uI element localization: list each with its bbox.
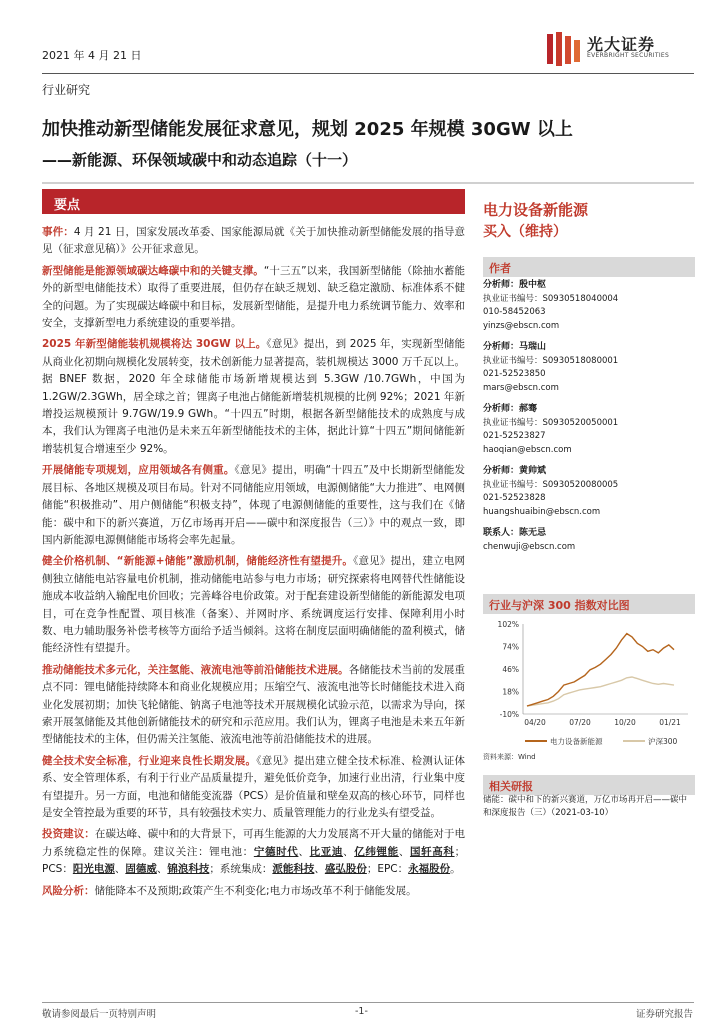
analyst-cert: 执业证书编号：S0930520080005 [483,479,619,490]
analyst-name: 分析师：郝骞 [483,404,538,414]
analyst-phone: 021-52523827 [483,431,546,441]
analyst-email[interactable]: huangshuaibin@ebscn.com [483,506,601,517]
report-date: 2021 年 4 月 21 日 [42,49,142,62]
paragraph: 2025 年新型储能装机规模将达 30GW 以上。《意见》提出，到 2025 年，实现新型储能从商业化初期向规模化发展转变，技术创新能力显著提高，装机规模达 3000 万千瓦以上。据 BNEF 数据，2020 年全球储能市场新增规模达到 5.3GW /10.7GWh，中国为 1.2GW/2.3GWh，居全球之首；锂离子电池占储能新增装机规模的比例 92%；2021 年新增投运规模预计 9.7GW/19.9 GWh。“十四五”时期，根据各新型储能技术的成熟度与成本，我们认为锂离子电池仍是未来五年新型储能技术的主体，据此计算“十四五”期间储能新增装机复合增速至少 92%。 [42,338,465,455]
x-tick-label: 07/20 [569,718,591,727]
y-tick-label: 18% [502,687,519,697]
paragraph: 新型储能是能源领域碳达峰碳中和的关键支撑。“十三五”以来，我国新型储能（除抽水蓄能外的新型电储能技术）取得了重要进展，但仍存在缺乏规划、缺乏稳定激励、标准体系不健全的问题。为了实现碳达峰碳中和目标，发展新型储能，是提升电力系统调节能力、效率和安全，支撑新型电力系统建设的重要举措。 [42,264,465,330]
paragraph: 健全价格机制、“新能源+储能”激励机制，储能经济性有望提升。《意见》提出，建立电网侧独立储能电站容量电价机制，推动储能电站参与电力市场；研究探索将电网替代性储能设施成本收益纳入输配电价回收；完善峰谷电价政策。对于配套建设新型储能的新能源发电项目，可在竞争性配置、项目核准（备案）、并网时序、系统调度运行安排、保障利用小时数、电力辅助服务补偿考核等方面给予适当倾斜。这将在制度层面明确储能的盈利模式，储能经济性有望提升。 [42,555,466,655]
analyst-phone: 010-58452063 [483,307,546,317]
y-tick-label: -10% [499,710,519,719]
series-line [527,634,674,706]
key-points-header: 要点 [42,189,465,214]
rating: 买入（维持） [483,224,567,240]
analyst-list [483,279,695,554]
stock-link[interactable]: 固德威 [125,863,157,876]
report-subtitle: ——新能源、环保领域碳中和动态追踪（十一） [42,151,358,169]
related-report[interactable]: 储能：碳中和下的新兴赛道，万亿市场再开启——碳中和深度报告（三）（2021-03-10） [483,795,688,818]
footer-type: 证券研究报告 [636,1009,694,1020]
risk-analysis: 风险分析：储能降本不及预期;政策产生不利变化;电力市场改革不利于储能发展。 [42,884,417,897]
x-tick-label: 04/20 [524,718,546,727]
industry-name: 电力设备新能源 [483,201,589,219]
stock-link[interactable]: 宁德时代 [253,845,299,858]
chart-canvas [483,614,695,764]
stock-link[interactable]: 永福股份 [408,863,451,876]
stock-link[interactable]: 锦浪科技 [167,863,210,876]
contact-email[interactable]: chenwuji@ebscn.com [483,541,576,552]
x-tick-label: 10/20 [614,718,636,727]
analyst-email[interactable]: mars@ebscn.com [483,382,559,393]
logo-en: EVERBRIGHT SECURITIES [587,52,670,59]
stock-link[interactable]: 盛弘股份 [324,863,367,876]
header-divider [42,73,694,74]
stock-link[interactable]: 派能科技 [272,863,315,876]
chart-source: 资料来源：Wind [483,753,536,761]
page-number: -1- [355,1006,368,1017]
series-line [527,677,674,706]
company-logo [545,30,695,70]
stock-link[interactable]: 比亚迪 [309,845,344,858]
stock-link[interactable]: 国轩高科 [409,845,455,858]
paragraph: 事件：4 月 21 日，国家发展改革委、国家能源局就《关于加快推动新型储能发展的指导意见（征求意见稿）》公开征求意见。 [42,226,465,256]
legend-label: 电力设备新能源 [550,737,603,746]
chart-header: 行业与沪深 300 指数对比图 [483,594,695,614]
analyst-email[interactable]: haoqian@ebscn.com [483,444,572,455]
report-category: 行业研究 [42,83,91,97]
contact-name: 联系人：陈无忌 [483,528,547,538]
analyst-name: 分析师：殷中枢 [483,280,547,290]
y-tick-label: 74% [502,642,519,652]
analyst-name: 分析师：黄帅斌 [483,466,547,476]
footer-disclaimer[interactable]: 敬请参阅最后一页特别声明 [42,1009,157,1020]
footer-divider [42,1002,694,1003]
index-comparison-chart [483,614,695,764]
report-title: 加快推动新型储能发展征求意见，规划 2025 年规模 30GW 以上 [42,119,573,140]
y-tick-label: 46% [502,665,519,674]
legend-label: 沪深300 [648,737,678,746]
analyst-cert: 执业证书编号：S0930518040004 [483,293,619,304]
related-header: 相关研报 [483,775,695,795]
paragraph: 推动储能技术多元化，关注氢能、液流电池等前沿储能技术进展。各储能技术当前的发展重点不同：锂电储能持续降本和商业化规模应用；压缩空气、液流电池等长时储能技术进入商业化发展初期；加快飞轮储能、钠离子电池等技术开展规模化试验示范，以需求为导向，探索开展氢储能及其他创新储能技术的研究和示范应用。我们认为，锂离子电池是未来五年新型储能技术的主体，但仍需关注氢能、液流电池等前沿储能技术的进展。 [42,663,466,746]
analyst-phone: 021-52523850 [483,369,546,379]
title-divider [42,182,694,184]
analyst-cert: 执业证书编号：S0930520050001 [483,417,619,428]
analyst-phone: 021-52523828 [483,493,546,503]
x-tick-label: 01/21 [659,718,681,727]
authors-header: 作者 [483,257,695,277]
stock-link[interactable]: 阳光电源 [72,863,115,876]
analyst-name: 分析师：马瑞山 [483,342,547,352]
logo-cn: 光大证券 [587,35,656,54]
investment-advice: 投资建议：在碳达峰、碳中和的大背景下，可再生能源的大力发展离不开大量的储能对于电力系统稳定性的保障。建议关注：锂电池：宁德时代、比亚迪、亿纬锂能、国轩高科；PCS：阳光电源、固德威、锦浪科技；系统集成：派能科技、盛弘股份；EPC：永福股份。 [42,828,466,876]
logo-mark-icon [545,30,585,68]
paragraph: 开展储能专项规划，应用领域各有侧重。《意见》提出，明确“十四五”及中长期新型储能发展目标、各地区规模及项目布局。针对不同储能应用领域，电源侧储能“大力推进”、电网侧储能“积极推动”、用户侧储能“积极支持”，体现了电源侧储能的重要性，这与我们在《储能：碳中和下的新兴赛道，万亿市场再开启——碳中和深度报告（三）》中的观点一致，即国内新能源电源侧储能市场将会率先起量。 [42,464,465,546]
key-points-body [42,224,465,904]
analyst-email[interactable]: yinzs@ebscn.com [483,320,560,331]
stock-link[interactable]: 亿纬锂能 [354,845,399,858]
y-tick-label: 102% [497,620,519,629]
paragraph: 健全技术安全标准，行业迎来良性长期发展。《意见》提出建立健全技术标准、检测认证体系、安全管理体系，有利于行业产品质量提升，避免低价竞争，加速行业出清，行业集中度有望提升。另一方面，电池和储能变流器（PCS）是价值量和壁垒双高的核心环节，同样也是安全管控最为重要的环节，具有较强技术实力、质量管理能力的行业龙头有望受益。 [42,754,466,819]
analyst-cert: 执业证书编号：S0930518080001 [483,355,619,366]
